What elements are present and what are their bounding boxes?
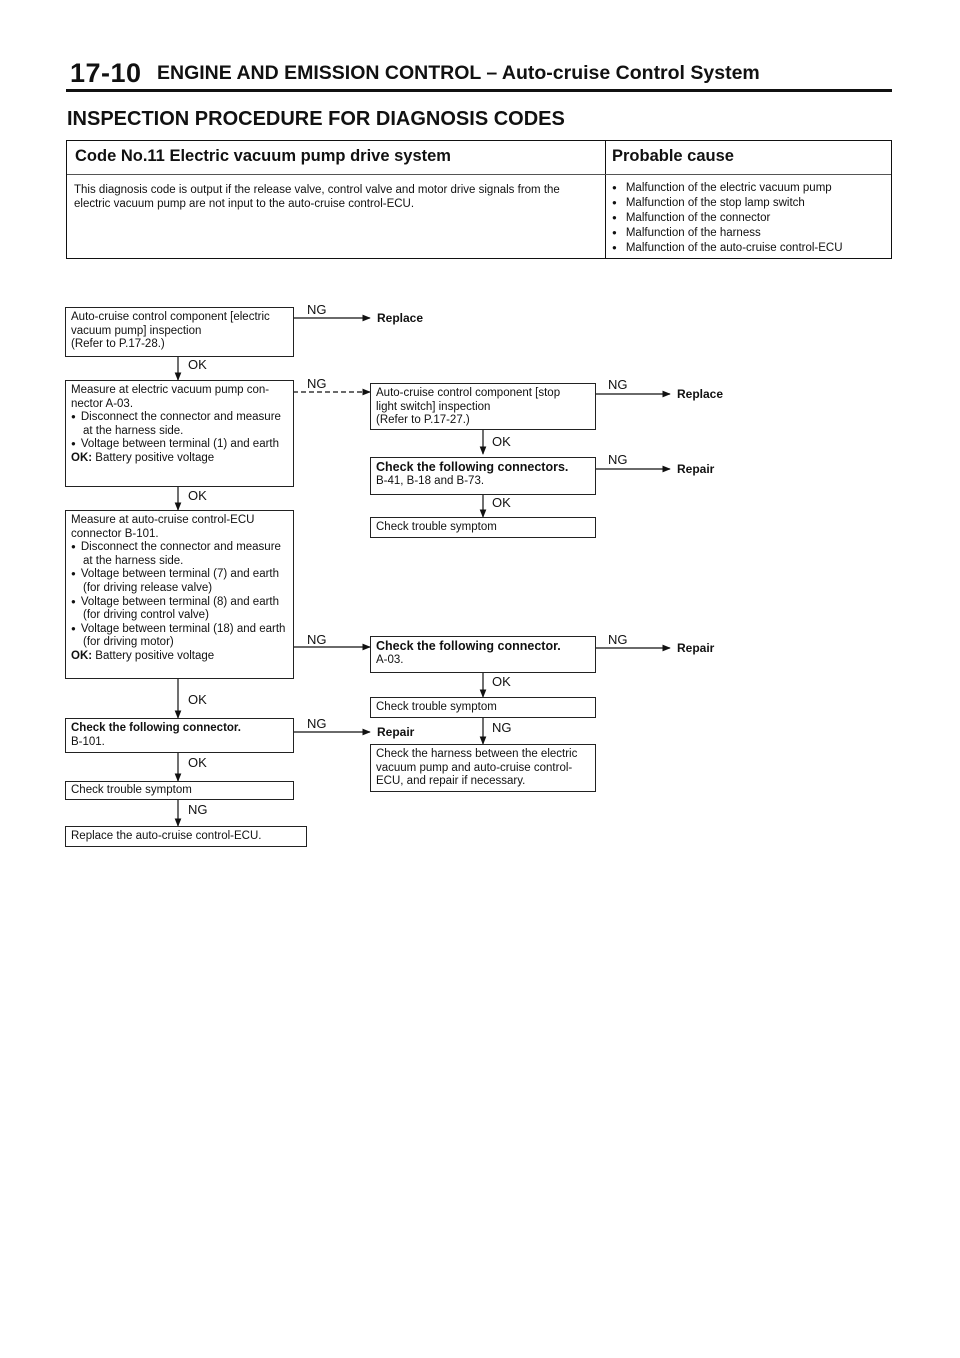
code-title: Code No.11 Electric vacuum pump drive system	[75, 147, 451, 165]
section-heading: INSPECTION PROCEDURE FOR DIAGNOSIS CODES	[67, 108, 565, 130]
ok-label: OK	[492, 495, 511, 510]
ng-label: NG	[307, 632, 327, 647]
step3b-box	[370, 636, 596, 673]
box-ok-line	[71, 650, 288, 664]
step5-box	[65, 781, 294, 800]
ok-label: OK:	[71, 649, 93, 662]
page-number: 17-10	[70, 58, 142, 88]
step4-box	[65, 718, 294, 753]
box-text: (Refer to P.17-28.)	[71, 338, 165, 351]
ng-label: NG	[307, 716, 327, 731]
box-title: Check the following connectors.	[376, 460, 569, 474]
step3-box	[65, 510, 294, 679]
ng-label: NG	[307, 302, 327, 317]
box-bullet: ● Disconnect the connector and measure at the harness side.	[71, 411, 288, 438]
ng-label: NG	[307, 376, 327, 391]
step3b-result: Repair	[677, 641, 715, 655]
box-bullet: ● Voltage between terminal (8) and earth (for driving control valve)	[71, 596, 288, 623]
box-text: Check trouble symptom	[376, 521, 497, 533]
box-text: Replace the auto-cruise control-ECU.	[71, 830, 262, 842]
ng-label: NG	[608, 452, 628, 467]
ok-label: OK	[188, 357, 207, 372]
box-text: Check trouble symptom	[376, 701, 497, 713]
ok-label: OK	[188, 488, 207, 503]
step3c-box	[370, 697, 596, 718]
box-bullet: ● Voltage between terminal (7) and earth (for driving release valve)	[71, 568, 288, 595]
box-text: A-03.	[376, 653, 404, 666]
box-ok-line	[71, 452, 288, 466]
step4-result: Repair	[377, 725, 415, 739]
cause-item: ● Malfunction of the stop lamp switch	[612, 196, 843, 211]
box-text: Auto-cruise control component [stop	[376, 387, 561, 399]
step2-box	[65, 380, 294, 487]
step4b-box	[370, 744, 596, 792]
step2b-box	[370, 383, 596, 430]
ng-label: NG	[608, 632, 628, 647]
ng-label: NG	[492, 720, 512, 735]
box-bullet: ● Voltage between terminal (1) and earth	[71, 438, 288, 452]
box-bullet: ● Disconnect the connector and measure at the harness side.	[71, 541, 288, 568]
ok-text: Battery positive voltage	[95, 451, 215, 464]
box-text: B-101.	[71, 735, 105, 748]
code-description: This diagnosis code is output if the release valve, control valve and motor drive signals from the electric vacuum pump are not input to the auto-cruise control-ECU.	[74, 184, 560, 210]
ng-label: NG	[188, 802, 208, 817]
step6-box	[65, 826, 307, 847]
step1-result: Replace	[377, 311, 424, 325]
cause-item: ● Malfunction of the connector	[612, 211, 843, 226]
box-title: Check the following connector.	[376, 639, 561, 653]
ng-label: NG	[608, 377, 628, 392]
ok-label: OK	[188, 755, 207, 770]
box-text: connector B-101.	[71, 527, 159, 540]
box-text: Check trouble symptom	[71, 784, 192, 796]
box-text: Auto-cruise control component [electric	[71, 311, 270, 323]
ok-label: OK	[492, 434, 511, 449]
cause-item: ● Malfunction of the harness	[612, 226, 843, 241]
cause-item: ● Malfunction of the electric vacuum pump	[612, 181, 843, 196]
ok-label: OK	[188, 692, 207, 707]
box-text: vacuum pump] inspection	[71, 324, 202, 337]
page-title: ENGINE AND EMISSION CONTROL – Auto-cruise Control System	[157, 62, 760, 84]
ok-label: OK:	[71, 451, 93, 464]
probable-cause-title: Probable cause	[612, 147, 734, 165]
box-text: (Refer to P.17-27.)	[376, 414, 470, 427]
ok-label: OK	[492, 674, 511, 689]
box-text: Check the harness between the electric vacuum pump and auto-cruise control-ECU, and repair if necessary.	[376, 748, 578, 788]
step2c-box	[370, 457, 596, 495]
box-title: Check the following connector.	[71, 722, 241, 734]
box-bullet: ● Voltage between terminal (18) and earth (for driving motor)	[71, 623, 288, 650]
step2c-result: Repair	[677, 462, 715, 476]
cause-item: ● Malfunction of the auto-cruise control-ECU	[612, 241, 843, 256]
box-text: Measure at auto-cruise control-ECU	[71, 514, 255, 526]
step2d-box	[370, 517, 596, 538]
ok-text: Battery positive voltage	[95, 649, 215, 662]
box-text: Measure at electric vacuum pump con-	[71, 384, 270, 396]
box-text: nector A-03.	[71, 397, 134, 410]
box-text: B-41, B-18 and B-73.	[376, 474, 485, 487]
step1-box	[65, 307, 294, 357]
step2b-result: Replace	[677, 387, 724, 401]
box-text: light switch] inspection	[376, 400, 491, 413]
